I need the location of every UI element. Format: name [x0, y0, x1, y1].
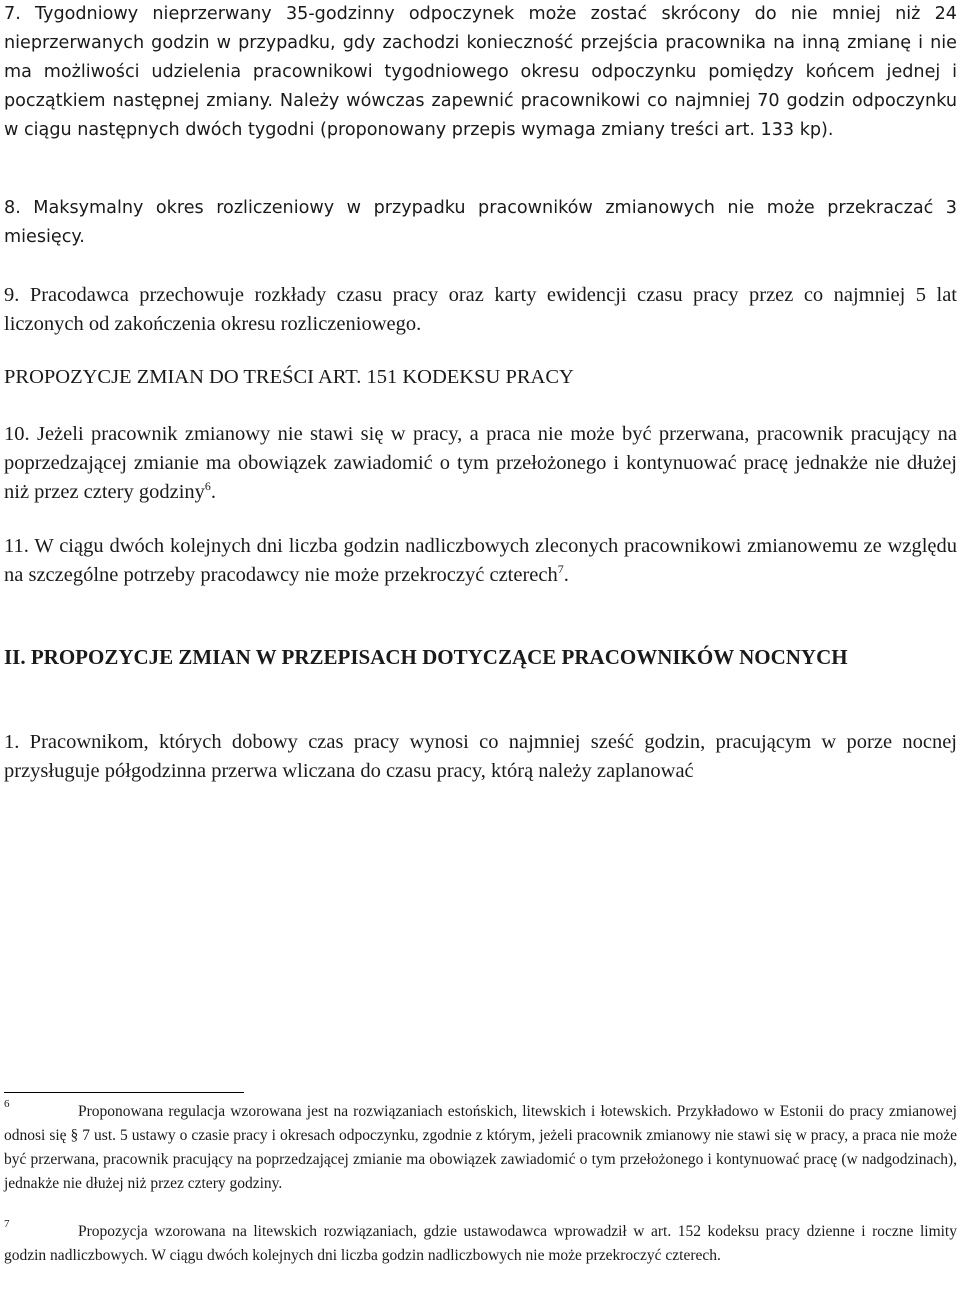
footnote-divider	[4, 1092, 244, 1093]
footnote-6-text: Proponowana regulacja wzorowana jest na rozwiązaniach estońskich, litewskich i łotewskich. Przykładowo w Estonii do pracy zmianowej odnosi się § 7 ust. 5 ustawy o czasie pracy i okresach odpoczynku, zgodnie z którym, jeżeli pracownik zmianowy nie stawi się w pracy, a praca nie może być przerwana, pracownik pracujący na poprzedzającej zmianie ma obowiązek zawiadomić o tym przełożonego i kontynuować pracę (w nadgodzinach), jednakże nie dłużej niż przez cztery godziny.	[4, 1103, 957, 1192]
paragraph-ii-1: 1. Pracownikom, których dobowy czas pracy wynosi co najmniej sześć godzin, pracującym w porze nocnej przysługuje półgodzinna przerwa wliczana do czasu pracy, którą należy zaplanować	[4, 731, 957, 782]
paragraph-9: 9. Pracodawca przechowuje rozkłady czasu pracy oraz karty ewidencji czasu pracy przez co najmniej 5 lat liczonych od zakończenia okresu rozliczeniowego.	[4, 284, 957, 335]
section-title: PROPOZYCJE ZMIAN DO TREŚCI ART. 151 KODEKSU PRACY	[4, 366, 574, 388]
paragraph-11-end: .	[563, 564, 569, 586]
footnote-6	[4, 1100, 957, 1196]
paragraph-11	[4, 532, 957, 590]
footnote-7-number: 7	[4, 1218, 10, 1230]
footnote-7	[4, 1220, 957, 1268]
footnote-6-number: 6	[4, 1098, 10, 1110]
paragraph-7: 7. Tygodniowy nieprzerwany 35-godzinny odpoczynek może zostać skrócony do nie mniej niż 24 nieprzerwanych godzin w przypadku, gdy zachodzi konieczność przejścia pracownika na inną zmianę i nie ma możliwości udzielenia pracownikowi tygodniowego okresu odpoczynku pomiędzy końcem jednej i początkiem następnej zmiany. Należy wówczas zapewnić pracownikowi co najmniej 70 godzin odpoczynku w ciągu następnych dwóch tygodni (proponowany przepis wymaga zmiany treści art. 133 kp).	[4, 4, 957, 140]
footnote-ref-7[interactable]: 7	[557, 562, 564, 577]
section-heading-ii: II. PROPOZYCJE ZMIAN W PRZEPISACH DOTYCZĄCE PRACOWNIKÓW NOCNYCH	[4, 645, 848, 669]
footnote-ref-6[interactable]: 6	[204, 479, 211, 494]
paragraph-10-end: .	[210, 481, 217, 503]
paragraph-11-text: 11. W ciągu dwóch kolejnych dni liczba godzin nadliczbowych zleconych pracownikowi zmianowemu ze względu na szczególne potrzeby pracodawcy nie może przekroczyć czterech	[4, 535, 957, 586]
footnote-7-text: Propozycja wzorowana na litewskich rozwiązaniach, gdzie ustawodawca wprowadził w art. 152 kodeksu pracy dzienne i roczne limity godzin nadliczbowych. W ciągu dwóch kolejnych dni liczba godzin nadliczbowych nie może przekroczyć czterech.	[4, 1223, 957, 1264]
paragraph-8: 8. Maksymalny okres rozliczeniowy w przypadku pracowników zmianowych nie może przekraczać 3 miesięcy.	[4, 198, 957, 247]
paragraph-10	[4, 420, 957, 507]
paragraph-10-text: 10. Jeżeli pracownik zmianowy nie stawi się w pracy, a praca nie może być przerwana, pracownik pracujący na poprzedzającej zmianie ma obowiązek zawiadomić o tym przełożonego i kontynuować pracę jednakże nie dłużej niż przez cztery godziny	[4, 423, 957, 503]
